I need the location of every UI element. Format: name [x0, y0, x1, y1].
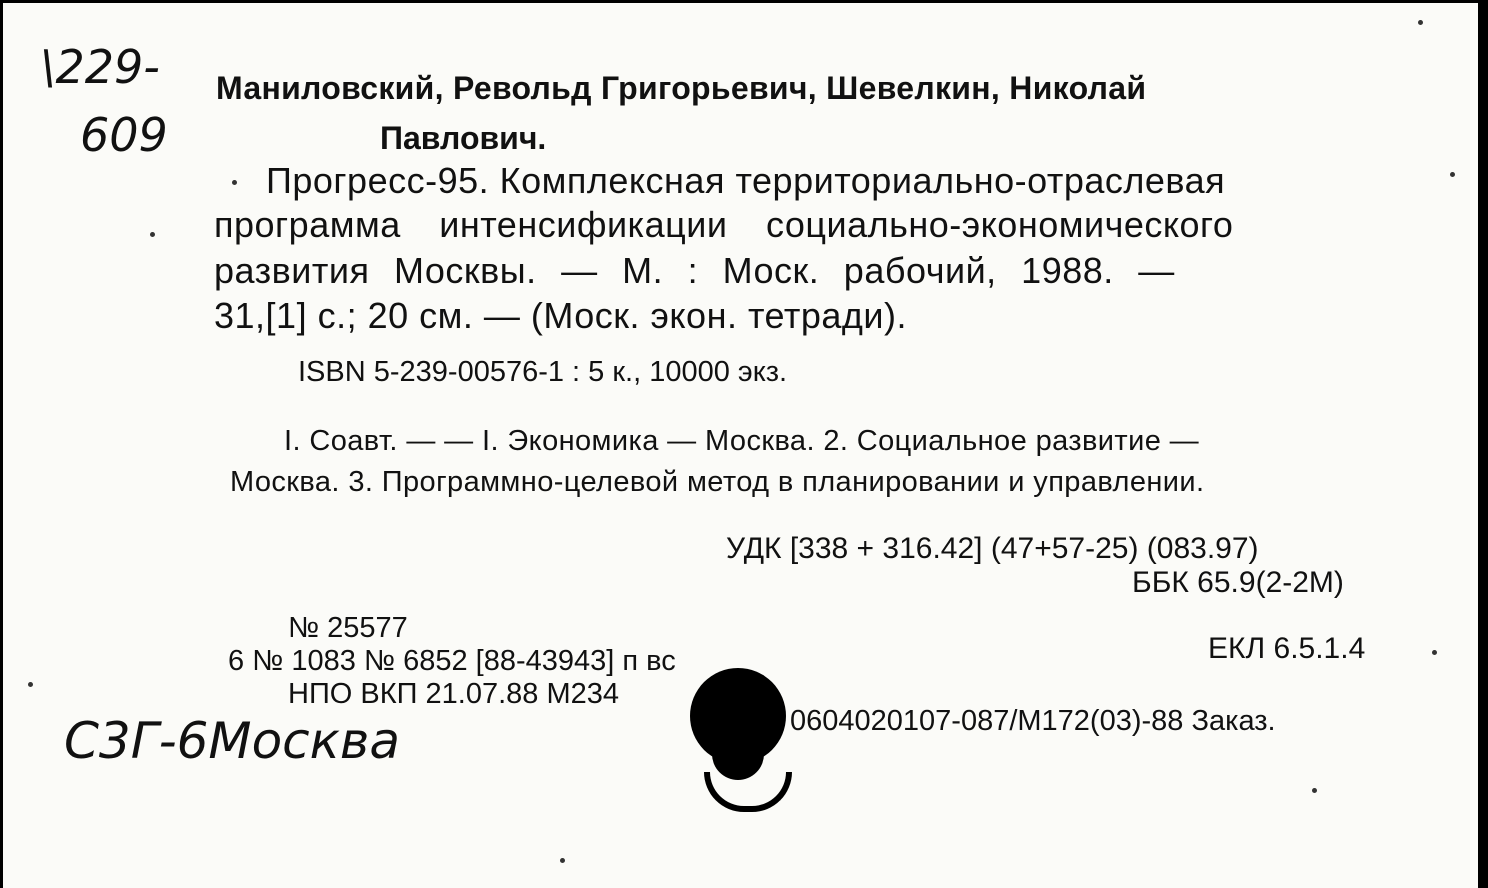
- speck: [232, 180, 237, 185]
- card-right-edge: [1478, 0, 1488, 888]
- punch-hole-curve: [704, 772, 792, 812]
- card-number: № 25577: [288, 612, 408, 644]
- description-line1: Прогресс-95. Комплексная территориально-отраслевая: [266, 160, 1226, 201]
- handwritten-shelf-mark-line1: \229-: [40, 40, 160, 94]
- order-code: 0604020107-087/М172(03)-88 Заказ.: [790, 705, 1276, 737]
- description-line3: развития Москвы. — М. : Моск. рабочий, 1988. —: [214, 250, 1175, 291]
- speck: [28, 682, 33, 687]
- isbn-line: ISBN 5-239-00576-1 : 5 к., 10000 экз.: [298, 356, 788, 388]
- speck: [1312, 788, 1317, 793]
- handwritten-shelf-mark-line2: 609: [80, 108, 168, 162]
- description-line4: 31,[1] с.; 20 см. — (Моск. экон. тетради).: [214, 295, 908, 336]
- speck: [1432, 650, 1437, 655]
- speck: [1450, 172, 1455, 177]
- subject-headings-line2: Москва. 3. Программно-целевой метод в планировании и управлении.: [230, 466, 1205, 498]
- speck: [150, 232, 155, 237]
- handwritten-location-note: С3Г-6Москва: [64, 712, 400, 770]
- udk-index: УДК [338 + 316.42] (47+57-25) (083.97): [726, 532, 1259, 565]
- card-top-edge: [0, 0, 1488, 3]
- authors-line2: Павлович.: [380, 120, 547, 156]
- registration-numbers: 6 № 1083 № 6852 [88-43943] п вс: [228, 645, 676, 677]
- speck: [1418, 20, 1423, 25]
- subject-headings-line1: I. Соавт. — — I. Экономика — Москва. 2. Социальное развитие —: [284, 425, 1200, 457]
- printing-info: НПО ВКП 21.07.88 М234: [288, 678, 620, 710]
- authors-line1: Маниловский, Револьд Григорьевич, Шевелкин, Николай: [216, 70, 1147, 106]
- card-left-edge: [0, 0, 3, 888]
- speck: [560, 858, 565, 863]
- bbk-index: ББК 65.9(2-2М): [1132, 566, 1344, 599]
- description-line2: программа интенсификации социально-экономического: [214, 204, 1234, 245]
- ekl-index: ЕКЛ 6.5.1.4: [1208, 632, 1366, 665]
